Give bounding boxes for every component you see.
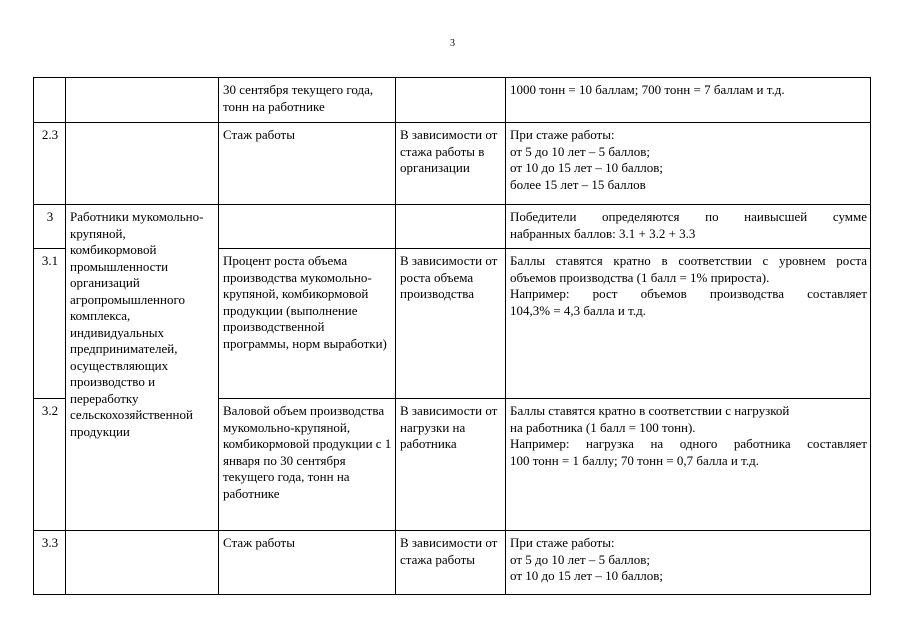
basis-cell (396, 205, 506, 249)
category-cell (66, 123, 219, 205)
scoring-line: от 10 до 15 лет – 10 баллов; (510, 568, 664, 583)
scoring-line: от 5 до 10 лет – 5 баллов; (510, 143, 651, 159)
indicator-cell (219, 205, 396, 249)
table-row (34, 78, 871, 123)
row-number: 3.1 (34, 249, 66, 399)
category-cell: Работники мукомольно-крупяной, комбикормовой промышленности организаций агропромышленного комплекса, индивидуальных предпринимателей, осуществляющих производство и переработку сельскохозяйственной продукции (66, 205, 219, 531)
scoring-line: на работника (1 балл = 100 тонн). (510, 419, 696, 435)
scoring-line: 1000 тонн = 10 баллам; 700 тонн = 7 баллам и т.д. (510, 82, 785, 97)
scoring-line: 100 тонн = 1 баллу; 70 тонн = 0,7 балла и т.д. (510, 452, 759, 468)
table-row (34, 531, 871, 595)
scoring-line: При стаже работы: (510, 127, 615, 142)
indicator-cell: Стаж работы (219, 123, 396, 205)
scoring-cell (506, 531, 871, 595)
scoring-line: Победители определяются по наивысшей сумме (510, 209, 867, 224)
category-cell (66, 531, 219, 595)
scoring-line: более 15 лет – 15 баллов (510, 176, 646, 192)
category-cell (66, 78, 219, 123)
basis-cell: В зависимости от роста объема производства (396, 249, 506, 399)
scoring-cell (506, 78, 871, 123)
row-number: 3.3 (34, 531, 66, 595)
row-number (34, 78, 66, 123)
scoring-line: от 5 до 10 лет – 5 баллов; (510, 551, 651, 567)
scoring-line: набранных баллов: 3.1 + 3.2 + 3.3 (510, 225, 696, 241)
indicator-cell: Процент роста объема производства мукомольно-крупяной, комбикормовой продукции (выполнение производственной программы, норм выработки) (219, 249, 396, 399)
scoring-line: Например: рост объемов производства составляет (510, 286, 867, 301)
scoring-cell (506, 249, 871, 399)
scoring-line: При стаже работы: (510, 535, 615, 550)
scoring-line: Баллы ставятся кратно в соответствии с нагрузкой (510, 403, 790, 418)
basis-cell: В зависимости от стажа работы в организации (396, 123, 506, 205)
indicator-cell: Стаж работы (219, 531, 396, 595)
basis-cell (396, 78, 506, 123)
indicator-cell: Валовой объем производства мукомольно-крупяной, комбикормовой продукции с 1 января по 30 сентября текущего года, тонн на работнике (219, 399, 396, 531)
row-number: 3.2 (34, 399, 66, 531)
scoring-cell (506, 205, 871, 249)
scoring-line: 104,3% = 4,3 балла и т.д. (510, 302, 646, 318)
page-number: 3 (450, 38, 455, 49)
basis-cell: В зависимости от стажа работы (396, 531, 506, 595)
scoring-line: Баллы ставятся кратно в соответствии с уровнем роста (510, 253, 867, 268)
scoring-cell (506, 399, 871, 531)
scoring-line: объемов производства (1 балл = 1% прироста). (510, 269, 770, 285)
scoring-cell (506, 123, 871, 205)
row-number: 2.3 (34, 123, 66, 205)
table-row (34, 123, 871, 205)
scoring-line: от 10 до 15 лет – 10 баллов; (510, 160, 664, 175)
indicator-cell: 30 сентября текущего года, тонн на работнике (219, 78, 396, 123)
row-number: 3 (34, 205, 66, 249)
table-row (34, 205, 871, 249)
criteria-table (33, 77, 871, 595)
scoring-line: Например: нагрузка на одного работника составляет (510, 436, 867, 451)
basis-cell: В зависимости от нагрузки на работника (396, 399, 506, 531)
